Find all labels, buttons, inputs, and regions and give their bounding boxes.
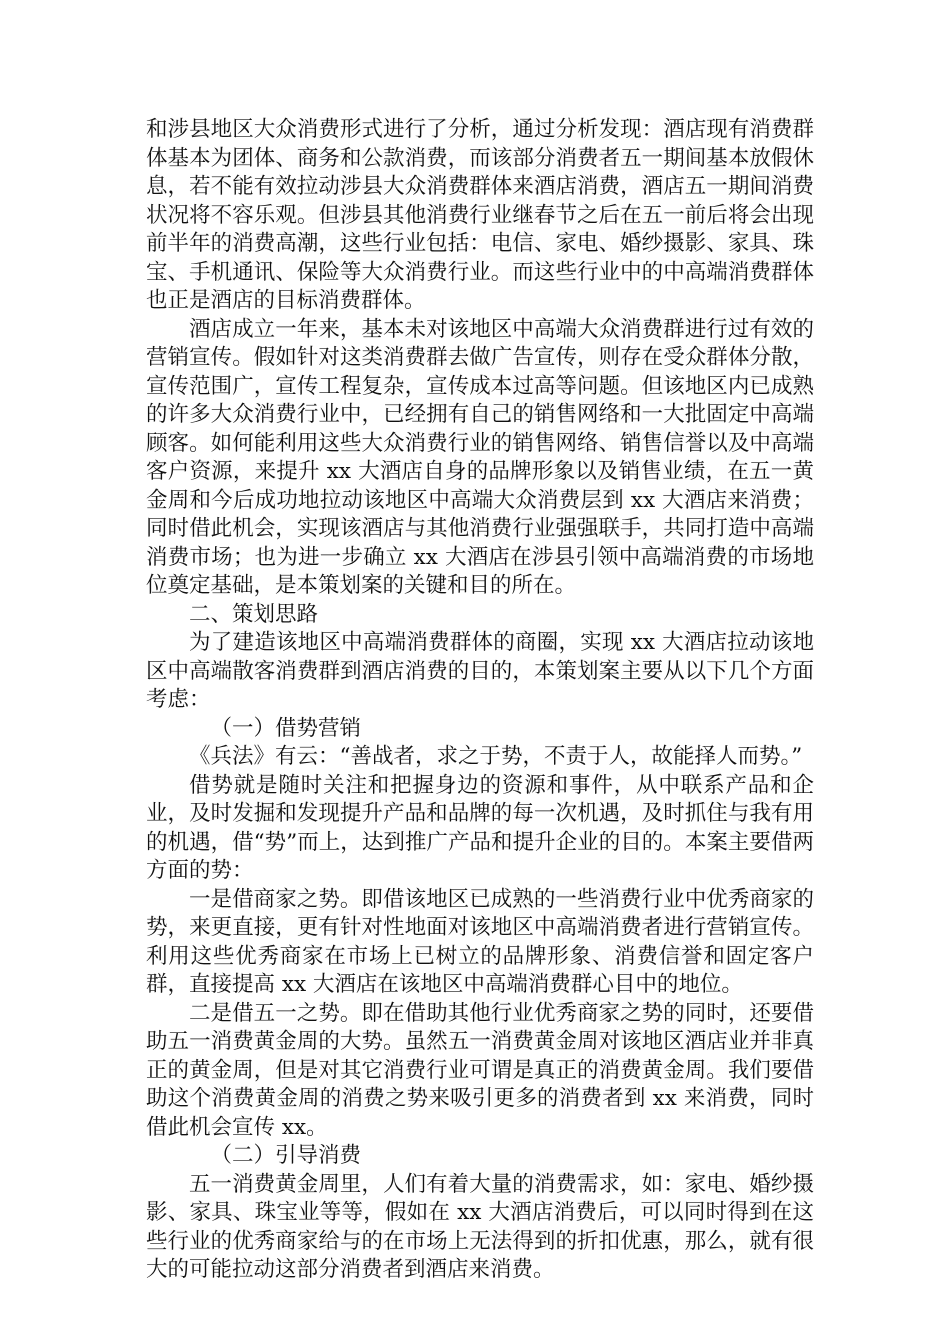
paragraph-leverage-merchants: 一是借商家之势。即借该地区已成熟的一些消费行业中优秀商家的势，来更直接，更有针对性地面对该地区中高端消费者进行营销宣传。利用这些优秀商家在市场上已树立的品牌形象、消费信誉和固定客户群，直接提高 xx 大酒店在该地区中高端消费群心目中的地位。 (146, 886, 814, 997)
paragraph-planning-intro: 为了建造该地区中高端消费群体的商圈，实现 xx 大酒店拉动该地区中高端散客消费群到酒店消费的目的，本策划案主要从以下几个方面考虑： (146, 630, 814, 712)
subsection-heading-leverage-marketing: （一）借势营销 (210, 715, 362, 741)
paragraph-guide-consumption: 五一消费黄金周里，人们有着大量的消费需求，如：家电、婚纱摄影、家具、珠宝业等等，假如在 xx 大酒店消费后，可以同时得到在这些行业的优秀商家给与的在市场上无法得到的折扣优惠，那么，就有很大的可能拉动这部分消费者到酒店来消费。 (146, 1171, 814, 1282)
paragraph-leverage-definition: 借势就是随时关注和把握身边的资源和事件，从中联系产品和企业，及时发掘和发现提升产品和品牌的每一次机遇，及时抓住与我有用的机遇，借“势”而上，达到推广产品和提升企业的目的。本案主要借两方面的势： (146, 772, 814, 883)
section-heading-planning-approach: 二、策划思路 (189, 601, 319, 627)
subsection-heading-guide-consumption: （二）引导消费 (210, 1143, 362, 1168)
paragraph-art-of-war-quote: 《兵法》有云：“善战者，求之于势，不责于人，故能择人而势。” (189, 744, 803, 769)
document-body (146, 116, 814, 1285)
paragraph-leverage-mayday: 二是借五一之势。即在借助其他行业优秀商家之势的同时，还要借助五一消费黄金周的大势。虽然五一消费黄金周对该地区酒店业并非真正的黄金周，但是对其它消费行业可谓是真正的消费黄金周。我们要借助这个消费黄金周的消费之势来吸引更多的消费者到 xx 来消费，同时借此机会宣传 xx。 (146, 1000, 814, 1140)
paragraph-consumer-analysis: 和涉县地区大众消费形式进行了分析，通过分析发现：酒店现有消费群体基本为团体、商务和公款消费，而该部分消费者五一期间基本放假休息，若不能有效拉动涉县大众消费群体来酒店消费，酒店五一期间消费状况将不容乐观。但涉县其他消费行业继春节之后在五一前后将会出现前半年的消费高潮，这些行业包括：电信、家电、婚纱摄影、家具、珠宝、手机通讯、保险等大众消费行业。而这些行业中的中高端消费群体也正是酒店的目标消费群体。 (146, 117, 814, 313)
paragraph-marketing-background: 酒店成立一年来，基本未对该地区中高端大众消费群进行过有效的营销宣传。假如针对这类消费群去做广告宣传，则存在受众群体分散，宣传范围广，宣传工程复杂，宣传成本过高等问题。但该地区内已成熟的许多大众消费行业中，已经拥有自己的销售网络和一大批固定中高端顾客。如何能利用这些大众消费行业的销售网络、销售信誉以及中高端客户资源，来提升 xx 大酒店自身的品牌形象以及销售业绩，在五一黄金周和今后成功地拉动该地区中高端大众消费层到 xx 大酒店来消费；同时借此机会，实现该酒店与其他消费行业强强联手，共同打造中高端消费市场；也为进一步确立 xx 大酒店在涉县引领中高端消费的市场地位奠定基础，是本策划案的关键和目的所在。 (146, 316, 814, 598)
